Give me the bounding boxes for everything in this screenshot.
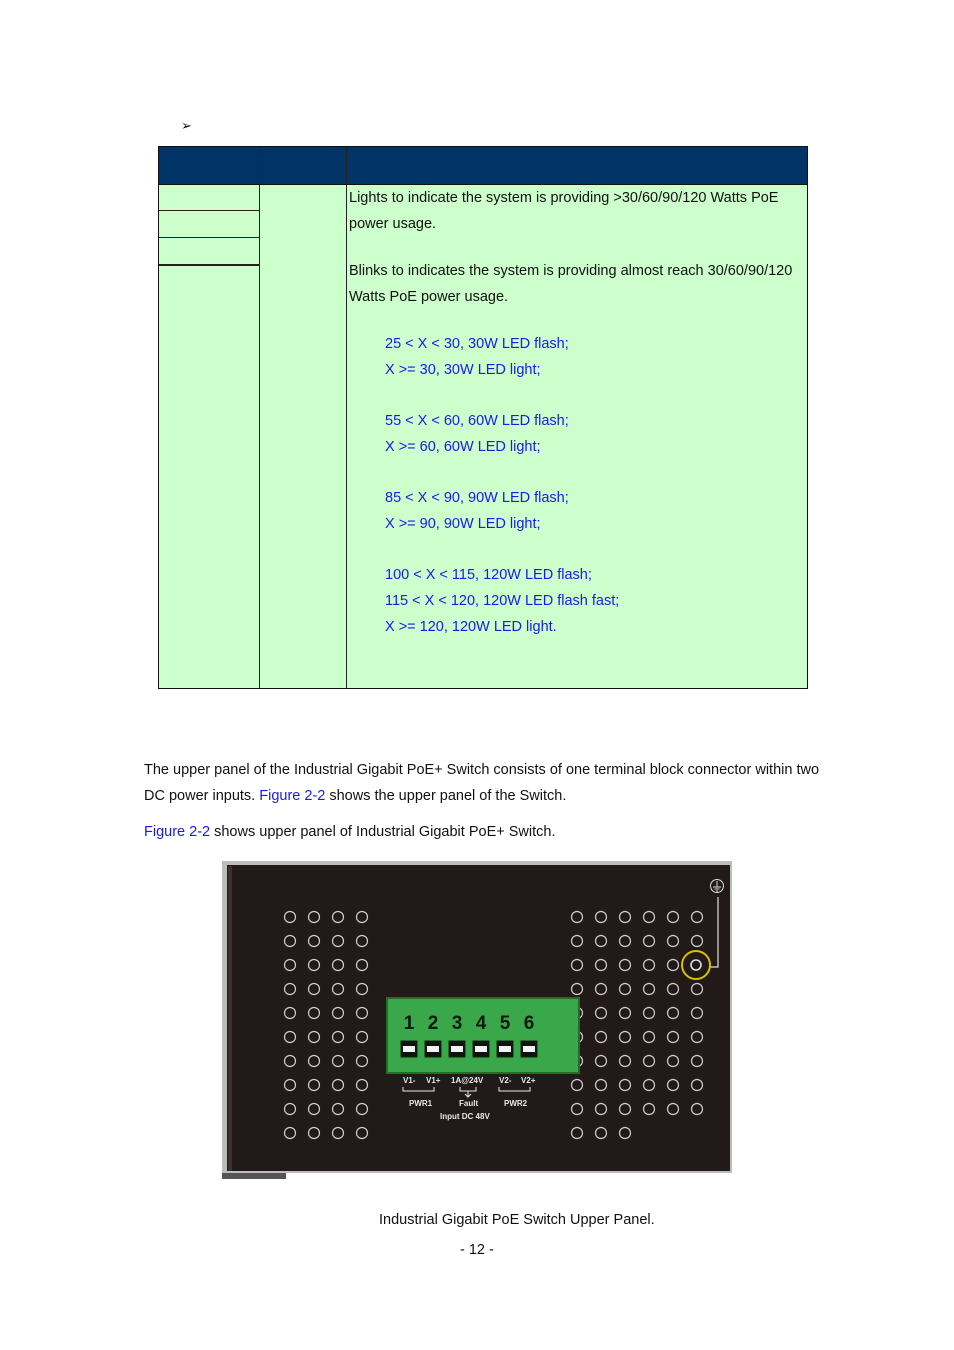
rule-line: 25 < X < 30, 30W LED flash;	[385, 336, 569, 352]
column-divider	[346, 147, 347, 688]
terminal-number: 3	[451, 1013, 463, 1034]
desc-line: Lights to indicate the system is providing >30/60/90/120 Watts PoE	[349, 190, 779, 206]
terminal-slot	[499, 1046, 511, 1052]
rule-line: X >= 90, 90W LED light;	[385, 516, 541, 532]
figure-caption: Industrial Gigabit PoE Switch Upper Panel.	[379, 1212, 655, 1228]
terminal-slot	[475, 1046, 487, 1052]
figure-link[interactable]: Figure 2-2	[144, 824, 211, 840]
terminal-number: 6	[523, 1013, 535, 1034]
label-v2-plus: V2+	[521, 1076, 536, 1085]
label-fault-rating: 1A@24V	[451, 1076, 484, 1085]
desc-line: Blinks to indicates the system is providing almost reach 30/60/90/120	[349, 263, 793, 279]
label-v1-plus: V1+	[426, 1076, 441, 1085]
bullet-arrow: ➢	[181, 118, 192, 133]
terminal-block	[387, 998, 579, 1073]
rule-line: 85 < X < 90, 90W LED flash;	[385, 490, 569, 506]
table-header	[159, 147, 807, 184]
row-divider	[159, 210, 260, 211]
rule-line: X >= 120, 120W LED light.	[385, 619, 557, 635]
upper-panel-figure	[222, 861, 732, 1180]
terminal-slot	[523, 1046, 535, 1052]
row-divider	[159, 264, 260, 266]
figure-link[interactable]: Figure 2-2	[259, 788, 326, 804]
terminal-slot	[403, 1046, 415, 1052]
intro-text: The upper panel of the Industrial Gigabit PoE+ Switch consists of one terminal block connector within two	[144, 762, 820, 778]
upper-panel-drawing	[222, 861, 732, 1180]
label-pwr2: PWR2	[504, 1099, 528, 1108]
row-divider	[159, 237, 260, 238]
label-input-voltage: Input DC 48V	[440, 1112, 490, 1121]
rule-line: 115 < X < 120, 120W LED flash fast;	[385, 593, 620, 609]
terminal-number: 5	[499, 1013, 511, 1034]
label-pwr1: PWR1	[409, 1099, 433, 1108]
led-table	[158, 146, 808, 689]
figure-ref-text: shows upper panel of Industrial Gigabit PoE+ Switch.	[210, 824, 556, 840]
rule-line: 55 < X < 60, 60W LED flash;	[385, 413, 569, 429]
label-v2-minus: V2-	[499, 1076, 512, 1085]
figure-reference	[144, 819, 824, 845]
terminal-number: 1	[403, 1013, 415, 1034]
terminal-number: 4	[475, 1013, 487, 1034]
label-v1-minus: V1-	[403, 1076, 416, 1085]
desc-line: Watts PoE power usage.	[349, 289, 509, 305]
terminal-number: 2	[427, 1013, 439, 1034]
rule-line: 100 < X < 115, 120W LED flash;	[385, 567, 592, 583]
intro-text: DC power inputs.	[144, 788, 260, 804]
intro-paragraph	[144, 757, 824, 809]
intro-text: shows the upper panel of the Switch.	[325, 788, 567, 804]
page-number: - 12 -	[460, 1242, 494, 1258]
label-fault: Fault	[459, 1099, 479, 1108]
rule-line: X >= 60, 60W LED light;	[385, 439, 541, 455]
rule-line: X >= 30, 30W LED light;	[385, 362, 541, 378]
column-divider	[259, 147, 260, 688]
led-description	[349, 185, 799, 640]
terminal-slot	[451, 1046, 463, 1052]
desc-line: power usage.	[349, 216, 437, 232]
terminal-slot	[427, 1046, 439, 1052]
